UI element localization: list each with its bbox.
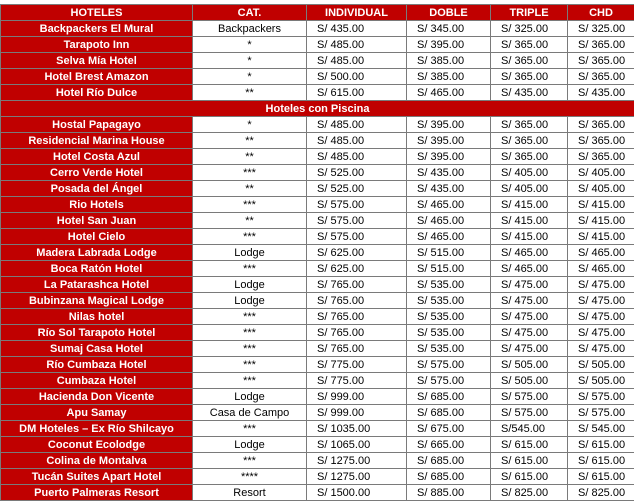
price-child: S/ 475.00 [568,277,634,293]
hotel-category: * [193,37,307,53]
price-individual: S/ 1275.00 [307,469,407,485]
price-double: S/ 575.00 [407,357,491,373]
price-triple: S/ 415.00 [491,213,568,229]
hotel-name: Boca Ratón Hotel [1,261,193,277]
hotel-name: Sumaj Casa Hotel [1,341,193,357]
hotel-name: Río Cumbaza Hotel [1,357,193,373]
price-child: S/ 615.00 [568,437,634,453]
price-triple: S/ 465.00 [491,245,568,261]
hotel-category: Backpackers [193,21,307,37]
price-individual: S/ 575.00 [307,197,407,213]
price-triple: S/ 475.00 [491,293,568,309]
column-header-double: DOBLE [407,5,491,21]
table-row [1,453,634,469]
price-child: S/ 505.00 [568,373,634,389]
price-double: S/ 465.00 [407,85,491,101]
table-row [1,133,634,149]
price-double: S/ 435.00 [407,181,491,197]
price-child: S/ 545.00 [568,421,634,437]
price-individual: S/ 1275.00 [307,453,407,469]
price-triple: S/ 365.00 [491,149,568,165]
table-row [1,37,634,53]
section-header-row [1,101,634,117]
table-row [1,293,634,309]
price-triple: S/ 405.00 [491,181,568,197]
price-individual: S/ 575.00 [307,229,407,245]
price-triple: S/ 365.00 [491,37,568,53]
price-child: S/ 405.00 [568,181,634,197]
hotel-category: *** [193,341,307,357]
price-triple: S/ 825.00 [491,485,568,501]
hotel-category: **** [193,469,307,485]
hotel-name: Posada del Ángel [1,181,193,197]
price-child: S/ 575.00 [568,389,634,405]
price-triple: S/ 615.00 [491,469,568,485]
hotel-name: Puerto Palmeras Resort [1,485,193,501]
price-child: S/ 615.00 [568,469,634,485]
hotel-name: Tucán Suites Apart Hotel [1,469,193,485]
hotel-name: Hacienda Don Vicente [1,389,193,405]
header-row [1,5,634,21]
hotel-category: ** [193,85,307,101]
price-individual: S/ 485.00 [307,53,407,69]
price-triple: S/ 475.00 [491,325,568,341]
hotel-category: *** [193,165,307,181]
price-individual: S/ 765.00 [307,277,407,293]
hotel-name: Tarapoto Inn [1,37,193,53]
price-triple: S/ 475.00 [491,277,568,293]
hotel-category: * [193,117,307,133]
price-individual: S/ 999.00 [307,389,407,405]
table-row [1,389,634,405]
price-double: S/ 385.00 [407,69,491,85]
price-double: S/ 345.00 [407,21,491,37]
price-individual: S/ 765.00 [307,309,407,325]
table-row [1,149,634,165]
price-triple: S/ 365.00 [491,53,568,69]
price-child: S/ 365.00 [568,117,634,133]
price-double: S/ 685.00 [407,469,491,485]
hotel-category: *** [193,197,307,213]
hotel-name: Residencial Marina House [1,133,193,149]
hotel-category: ** [193,213,307,229]
hotel-category: ** [193,181,307,197]
table-row [1,325,634,341]
price-triple: S/ 365.00 [491,69,568,85]
hotel-category: *** [193,325,307,341]
table-row [1,277,634,293]
hotel-name: Hotel Río Dulce [1,85,193,101]
price-triple: S/545.00 [491,421,568,437]
price-individual: S/ 485.00 [307,37,407,53]
hotel-category: Lodge [193,293,307,309]
pool-section [1,101,634,117]
price-double: S/ 575.00 [407,373,491,389]
price-double: S/ 465.00 [407,229,491,245]
hotel-category: ** [193,133,307,149]
price-triple: S/ 365.00 [491,133,568,149]
price-double: S/ 885.00 [407,485,491,501]
price-individual: S/ 485.00 [307,149,407,165]
price-double: S/ 395.00 [407,37,491,53]
price-double: S/ 395.00 [407,133,491,149]
price-triple: S/ 505.00 [491,373,568,389]
price-child: S/ 365.00 [568,149,634,165]
table-row [1,485,634,501]
pool-hotels-group [1,117,634,501]
price-individual: S/ 500.00 [307,69,407,85]
price-child: S/ 465.00 [568,245,634,261]
price-triple: S/ 505.00 [491,357,568,373]
hotel-category: *** [193,309,307,325]
price-triple: S/ 575.00 [491,405,568,421]
hotel-name: La Patarashca Hotel [1,277,193,293]
price-child: S/ 475.00 [568,341,634,357]
price-double: S/ 395.00 [407,149,491,165]
price-triple: S/ 405.00 [491,165,568,181]
price-triple: S/ 475.00 [491,341,568,357]
price-individual: S/ 775.00 [307,373,407,389]
price-double: S/ 535.00 [407,293,491,309]
basic-hotels-group [1,21,634,101]
table-row [1,309,634,325]
price-triple: S/ 465.00 [491,261,568,277]
hotel-name: DM Hoteles – Ex Río Shilcayo [1,421,193,437]
price-double: S/ 465.00 [407,213,491,229]
price-child: S/ 415.00 [568,229,634,245]
price-double: S/ 535.00 [407,341,491,357]
price-triple: S/ 415.00 [491,229,568,245]
table-row [1,245,634,261]
price-individual: S/ 435.00 [307,21,407,37]
column-header-individual: INDIVIDUAL [307,5,407,21]
hotel-name: Hotel San Juan [1,213,193,229]
price-child: S/ 475.00 [568,325,634,341]
price-triple: S/ 365.00 [491,117,568,133]
price-individual: S/ 625.00 [307,245,407,261]
hotel-name: Cumbaza Hotel [1,373,193,389]
table-row [1,437,634,453]
hotel-name: Cerro Verde Hotel [1,165,193,181]
hotel-category: * [193,53,307,69]
price-double: S/ 395.00 [407,117,491,133]
price-double: S/ 435.00 [407,165,491,181]
price-triple: S/ 615.00 [491,437,568,453]
hotel-name: Selva Mía Hotel [1,53,193,69]
price-child: S/ 575.00 [568,405,634,421]
price-individual: S/ 575.00 [307,213,407,229]
hotel-name: Nilas hotel [1,309,193,325]
price-double: S/ 675.00 [407,421,491,437]
hotel-category: *** [193,453,307,469]
hotel-name: Bubinzana Magical Lodge [1,293,193,309]
table-row [1,341,634,357]
price-individual: S/ 525.00 [307,181,407,197]
price-individual: S/ 765.00 [307,341,407,357]
price-double: S/ 515.00 [407,245,491,261]
price-double: S/ 465.00 [407,197,491,213]
hotel-category: *** [193,373,307,389]
price-child: S/ 435.00 [568,85,634,101]
price-individual: S/ 765.00 [307,325,407,341]
price-child: S/ 365.00 [568,69,634,85]
hotel-name: Hotel Brest Amazon [1,69,193,85]
hotel-category: Lodge [193,245,307,261]
hotel-name: Hostal Papagayo [1,117,193,133]
price-triple: S/ 475.00 [491,309,568,325]
price-double: S/ 535.00 [407,309,491,325]
price-double: S/ 535.00 [407,325,491,341]
hotel-category: *** [193,421,307,437]
price-individual: S/ 765.00 [307,293,407,309]
table-row [1,69,634,85]
price-double: S/ 535.00 [407,277,491,293]
hotel-category: Lodge [193,389,307,405]
price-child: S/ 615.00 [568,453,634,469]
column-header-hotels: HOTELES [1,5,193,21]
price-child: S/ 365.00 [568,37,634,53]
price-triple: S/ 615.00 [491,453,568,469]
price-triple: S/ 415.00 [491,197,568,213]
table-row [1,213,634,229]
table-row [1,85,634,101]
hotel-category: *** [193,229,307,245]
price-child: S/ 465.00 [568,261,634,277]
hotel-category: Lodge [193,277,307,293]
price-child: S/ 325.00 [568,21,634,37]
price-triple: S/ 435.00 [491,85,568,101]
table-row [1,117,634,133]
hotel-name: Río Sol Tarapoto Hotel [1,325,193,341]
section-title-pool-hotels: Hoteles con Piscina [1,101,634,117]
price-double: S/ 665.00 [407,437,491,453]
hotel-category: *** [193,261,307,277]
price-triple: S/ 325.00 [491,21,568,37]
price-double: S/ 685.00 [407,453,491,469]
price-individual: S/ 775.00 [307,357,407,373]
hotel-name: Hotel Cielo [1,229,193,245]
hotel-category: Resort [193,485,307,501]
hotel-name: Apu Samay [1,405,193,421]
table-row [1,261,634,277]
table-row [1,53,634,69]
table-row [1,405,634,421]
table-row [1,197,634,213]
price-child: S/ 505.00 [568,357,634,373]
price-individual: S/ 485.00 [307,117,407,133]
table-row [1,469,634,485]
hotel-rates-table [0,4,634,501]
hotel-category: ** [193,149,307,165]
price-child: S/ 475.00 [568,293,634,309]
hotel-category: * [193,69,307,85]
price-individual: S/ 1500.00 [307,485,407,501]
price-double: S/ 515.00 [407,261,491,277]
price-child: S/ 825.00 [568,485,634,501]
price-individual: S/ 625.00 [307,261,407,277]
table-row [1,373,634,389]
price-child: S/ 475.00 [568,309,634,325]
price-child: S/ 405.00 [568,165,634,181]
price-child: S/ 415.00 [568,213,634,229]
hotel-name: Hotel Costa Azul [1,149,193,165]
price-individual: S/ 999.00 [307,405,407,421]
hotel-name: Coconut Ecolodge [1,437,193,453]
hotel-category: *** [193,357,307,373]
price-double: S/ 685.00 [407,389,491,405]
price-individual: S/ 485.00 [307,133,407,149]
price-child: S/ 365.00 [568,133,634,149]
hotel-name: Rio Hotels [1,197,193,213]
price-triple: S/ 575.00 [491,389,568,405]
table-row [1,181,634,197]
price-individual: S/ 525.00 [307,165,407,181]
hotel-name: Madera Labrada Lodge [1,245,193,261]
price-individual: S/ 1035.00 [307,421,407,437]
table-row [1,21,634,37]
price-double: S/ 685.00 [407,405,491,421]
price-child: S/ 415.00 [568,197,634,213]
column-header-child: CHD [568,5,634,21]
hotel-name: Colina de Montalva [1,453,193,469]
table-row [1,165,634,181]
table-row [1,421,634,437]
hotel-category: Lodge [193,437,307,453]
table-row [1,229,634,245]
column-header-triple: TRIPLE [491,5,568,21]
hotel-category: Casa de Campo [193,405,307,421]
table-row [1,357,634,373]
price-individual: S/ 615.00 [307,85,407,101]
price-double: S/ 385.00 [407,53,491,69]
hotel-name: Backpackers El Mural [1,21,193,37]
column-header-category: CAT. [193,5,307,21]
price-child: S/ 365.00 [568,53,634,69]
price-individual: S/ 1065.00 [307,437,407,453]
